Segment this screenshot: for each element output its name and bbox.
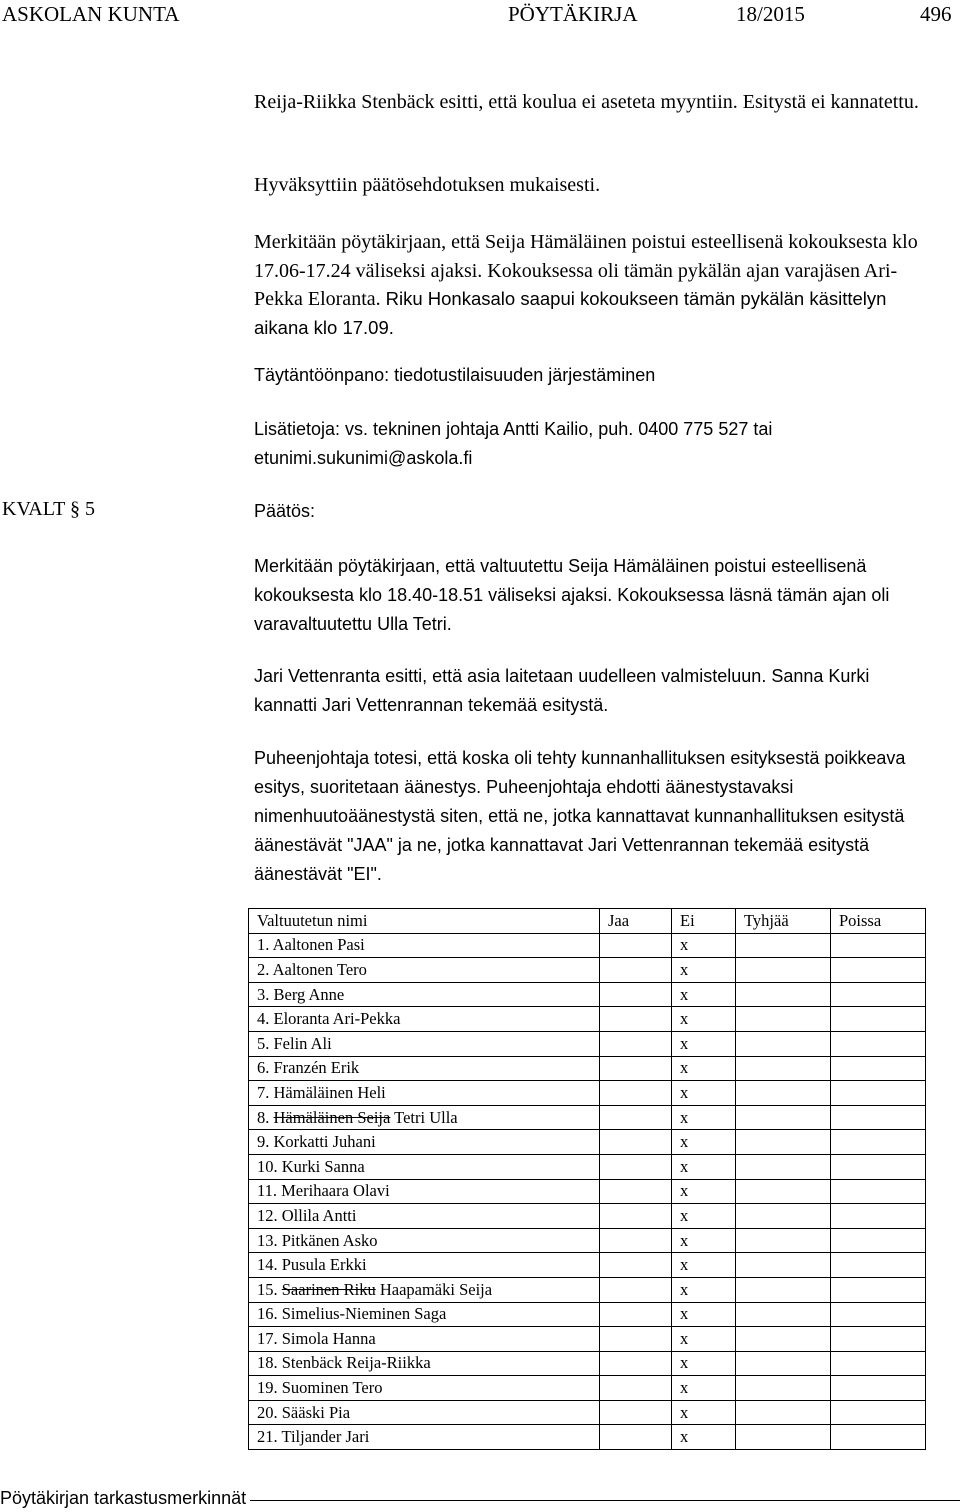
vote-cell-tyhjaa xyxy=(736,1253,831,1278)
vote-cell-jaa xyxy=(600,1376,672,1401)
member-name-cell xyxy=(249,1031,600,1056)
vote-cell-tyhjaa xyxy=(736,1081,831,1106)
vote-cell-tyhjaa xyxy=(736,1130,831,1155)
vote-text: Puheenjohtaja totesi, että koska oli tehty kunnanhallituksen esityksestä poikkeava esitys, suoritetaan äänestys. Puheenjohtaja ehdotti äänestystavaksi nimenhuutoäänestystä siten, että ne, jotka kannattavat kunnanhallituksen esitystä äänestävät "JAA" ja ne, jotka kannattavat Jari Vettenrannan tekemää esitystä äänestävät "EI". xyxy=(254,748,906,884)
member-name-cell xyxy=(249,1302,600,1327)
vote-cell-poissa xyxy=(831,1007,926,1032)
vote-cell-ei: x xyxy=(672,1253,736,1278)
member-name-cell xyxy=(249,1154,600,1179)
member-name-cell xyxy=(249,1253,600,1278)
member-name: Sääski Pia xyxy=(281,1402,351,1422)
col-jaa: Jaa xyxy=(600,909,672,934)
vote-cell-jaa xyxy=(600,933,672,958)
decision-label-text: Päätös: xyxy=(254,501,316,521)
vote-cell-ei: x xyxy=(672,1277,736,1302)
vote-cell-poissa xyxy=(831,1228,926,1253)
member-name-cell xyxy=(249,933,600,958)
footer-note: Pöytäkirjan tarkastusmerkinnät xyxy=(0,1488,250,1509)
vote-cell-ei: x xyxy=(672,1327,736,1352)
table-row xyxy=(249,1204,926,1229)
member-name-cell xyxy=(249,1081,600,1106)
table-row xyxy=(249,1351,926,1376)
member-number: 16. xyxy=(257,1304,278,1324)
member-number: 20. xyxy=(257,1402,278,1422)
member-name-cell xyxy=(249,982,600,1007)
paragraph-recusal xyxy=(254,228,944,342)
member-name: Simola Hanna xyxy=(281,1328,376,1348)
vote-cell-poissa xyxy=(831,1302,926,1327)
member-name: Ollila Antti xyxy=(281,1205,357,1225)
table-row xyxy=(249,1425,926,1450)
member-number: 10. xyxy=(257,1156,278,1176)
recusal-text: Merkitään pöytäkirjaan, että Seija Hämäläinen poistui esteellisenä kokouksesta klo 17.06-17.24 väliseksi ajaksi. Kokouksessa oli tämän pykälän ajan varajäsen Ari-Pekka Eloranta. Riku Honkasalo saapui kokoukseen tämän pykälän käsittelyn aikana klo 17.09. xyxy=(254,231,918,338)
vote-cell-poissa xyxy=(831,1130,926,1155)
member-name: Franzén Erik xyxy=(273,1058,360,1078)
substitute-member-name: Haapamäki Seija xyxy=(379,1279,493,1299)
vote-cell-poissa xyxy=(831,1204,926,1229)
vote-cell-ei: x xyxy=(672,1081,736,1106)
decision-label xyxy=(254,497,944,526)
vote-cell-tyhjaa xyxy=(736,1351,831,1376)
vote-cell-ei: x xyxy=(672,1351,736,1376)
table-row xyxy=(249,1105,926,1130)
member-name-cell xyxy=(249,1376,600,1401)
substitute-member-name: Tetri Ulla xyxy=(394,1107,458,1127)
vote-cell-jaa xyxy=(600,1277,672,1302)
vote-cell-tyhjaa xyxy=(736,1056,831,1081)
vote-cell-tyhjaa xyxy=(736,1204,831,1229)
member-name-cell xyxy=(249,1327,600,1352)
vote-cell-tyhjaa xyxy=(736,1105,831,1130)
member-name-cell xyxy=(249,1351,600,1376)
vote-cell-ei: x xyxy=(672,933,736,958)
page-number: 496 xyxy=(920,2,952,26)
member-name: Korkatti Juhani xyxy=(273,1132,376,1152)
member-number: 12. xyxy=(257,1205,278,1225)
member-name: Hämäläinen Heli xyxy=(273,1082,386,1102)
vote-cell-ei: x xyxy=(672,1130,736,1155)
vote-cell-tyhjaa xyxy=(736,1154,831,1179)
member-number: 8. xyxy=(257,1107,270,1127)
vote-cell-tyhjaa xyxy=(736,1031,831,1056)
vote-cell-jaa xyxy=(600,1425,672,1450)
vote-cell-tyhjaa xyxy=(736,1302,831,1327)
vote-cell-tyhjaa xyxy=(736,1179,831,1204)
vote-cell-ei: x xyxy=(672,1302,736,1327)
member-name: Pusula Erkki xyxy=(281,1255,367,1275)
vote-cell-ei: x xyxy=(672,958,736,983)
vote-cell-jaa xyxy=(600,1081,672,1106)
struck-member-name: Hämäläinen Seija xyxy=(273,1107,391,1127)
vote-cell-poissa xyxy=(831,1056,926,1081)
member-number: 21. xyxy=(257,1427,278,1447)
col-name: Valtuutetun nimi xyxy=(249,909,600,934)
member-name-cell xyxy=(249,1204,600,1229)
vote-cell-poissa xyxy=(831,1081,926,1106)
table-row xyxy=(249,982,926,1007)
member-name: Tiljander Jari xyxy=(281,1427,370,1447)
table-row xyxy=(249,1376,926,1401)
recusal-2-text: Merkitään pöytäkirjaan, että valtuutettu Seija Hämäläinen poistui esteellisenä kokouksesta klo 18.40-18.51 väliseksi ajaksi. Kokouksessa läsnä tämän ajan oli varavaltuutettu Ulla Tetri. xyxy=(254,556,890,634)
vote-cell-jaa xyxy=(600,1302,672,1327)
approved-text: Hyväksyttiin päätösehdotuksen mukaisesti. xyxy=(254,174,601,196)
vote-cell-tyhjaa xyxy=(736,1228,831,1253)
member-name-cell xyxy=(249,1228,600,1253)
paragraph-proposal xyxy=(254,662,924,720)
vote-cell-jaa xyxy=(600,1204,672,1229)
municipality-name: ASKOLAN KUNTA xyxy=(2,2,180,26)
vote-cell-jaa xyxy=(600,1228,672,1253)
member-number: 4. xyxy=(257,1009,270,1029)
vote-cell-poissa xyxy=(831,958,926,983)
member-name-cell xyxy=(249,1007,600,1032)
vote-cell-ei: x xyxy=(672,1228,736,1253)
vote-cell-poissa xyxy=(831,1425,926,1450)
table-row xyxy=(249,1130,926,1155)
vote-cell-ei: x xyxy=(672,1376,736,1401)
table-row xyxy=(249,1154,926,1179)
member-name-cell xyxy=(249,1400,600,1425)
table-row xyxy=(249,1056,926,1081)
vote-cell-ei: x xyxy=(672,1425,736,1450)
member-name: Pitkänen Asko xyxy=(281,1230,378,1250)
vote-cell-tyhjaa xyxy=(736,1376,831,1401)
vote-cell-jaa xyxy=(600,958,672,983)
vote-cell-poissa xyxy=(831,1154,926,1179)
member-number: 19. xyxy=(257,1378,278,1398)
vote-cell-ei: x xyxy=(672,982,736,1007)
table-row xyxy=(249,1277,926,1302)
contact-text: Lisätietoja: vs. tekninen johtaja Antti Kailio, puh. 0400 775 527 tai etunimi.sukunimi@askola.fi xyxy=(254,419,773,468)
member-name: Simelius-Nieminen Saga xyxy=(281,1304,447,1324)
vote-cell-jaa xyxy=(600,1056,672,1081)
vote-cell-jaa xyxy=(600,1007,672,1032)
vote-cell-ei: x xyxy=(672,1400,736,1425)
vote-cell-tyhjaa xyxy=(736,1425,831,1450)
vote-cell-jaa xyxy=(600,1154,672,1179)
vote-cell-poissa xyxy=(831,1031,926,1056)
vote-cell-jaa xyxy=(600,1031,672,1056)
member-name-cell xyxy=(249,1277,600,1302)
paragraph-motion xyxy=(254,88,944,116)
member-name: Merihaara Olavi xyxy=(281,1181,390,1201)
vote-cell-poissa xyxy=(831,1327,926,1352)
table-row xyxy=(249,1179,926,1204)
member-name: Eloranta Ari-Pekka xyxy=(273,1009,401,1029)
proposal-text: Jari Vettenranta esitti, että asia laitetaan uudelleen valmisteluun. Sanna Kurki kannatti Jari Vettenrannan tekemää esitystä. xyxy=(254,666,870,715)
vote-cell-jaa xyxy=(600,1351,672,1376)
member-number: 7. xyxy=(257,1082,270,1102)
motion-text: Reija-Riikka Stenbäck esitti, että koulua ei aseteta myyntiin. Esitystä ei kannatettu. xyxy=(254,91,919,113)
paragraph-approved xyxy=(254,171,944,199)
vote-cell-jaa xyxy=(600,1327,672,1352)
table-row xyxy=(249,958,926,983)
vote-cell-tyhjaa xyxy=(736,1277,831,1302)
vote-cell-tyhjaa xyxy=(736,1400,831,1425)
member-number: 11. xyxy=(257,1181,278,1201)
member-name: Kurki Sanna xyxy=(281,1156,365,1176)
vote-cell-poissa xyxy=(831,1400,926,1425)
vote-table xyxy=(248,908,926,1450)
member-name: Berg Anne xyxy=(273,984,345,1004)
vote-cell-poissa xyxy=(831,1376,926,1401)
vote-cell-tyhjaa xyxy=(736,982,831,1007)
member-name-cell xyxy=(249,1425,600,1450)
table-row xyxy=(249,1327,926,1352)
document-number: 18/2015 xyxy=(736,2,805,26)
member-number: 5. xyxy=(257,1033,270,1053)
vote-cell-jaa xyxy=(600,1179,672,1204)
table-row xyxy=(249,1228,926,1253)
member-number: 17. xyxy=(257,1328,278,1348)
table-row xyxy=(249,1031,926,1056)
table-row xyxy=(249,1400,926,1425)
col-ei: Ei xyxy=(672,909,736,934)
table-row xyxy=(249,1253,926,1278)
member-number: 18. xyxy=(257,1353,278,1373)
vote-cell-jaa xyxy=(600,1400,672,1425)
vote-cell-tyhjaa xyxy=(736,933,831,958)
member-name-cell xyxy=(249,1056,600,1081)
vote-cell-tyhjaa xyxy=(736,1007,831,1032)
member-name: Felin Ali xyxy=(273,1033,332,1053)
vote-cell-jaa xyxy=(600,982,672,1007)
vote-cell-tyhjaa xyxy=(736,958,831,983)
vote-cell-ei: x xyxy=(672,1204,736,1229)
vote-cell-poissa xyxy=(831,982,926,1007)
member-name-cell xyxy=(249,958,600,983)
vote-cell-poissa xyxy=(831,1105,926,1130)
member-number: 13. xyxy=(257,1230,278,1250)
member-number: 9. xyxy=(257,1132,270,1152)
section-label: KVALT § 5 xyxy=(2,498,95,520)
vote-cell-ei: x xyxy=(672,1179,736,1204)
member-number: 1. xyxy=(257,935,270,955)
page-header xyxy=(0,0,960,30)
vote-cell-ei: x xyxy=(672,1056,736,1081)
struck-member-name: Saarinen Riku xyxy=(281,1279,376,1299)
member-name: Aaltonen Tero xyxy=(272,959,367,979)
vote-cell-ei: x xyxy=(672,1154,736,1179)
paragraph-vote xyxy=(254,744,944,889)
enforcement-text: Täytäntöönpano: tiedotustilaisuuden järjestäminen xyxy=(254,365,656,385)
member-name: Stenbäck Reija-Riikka xyxy=(281,1353,431,1373)
vote-cell-poissa xyxy=(831,1179,926,1204)
vote-cell-tyhjaa xyxy=(736,1327,831,1352)
vote-cell-jaa xyxy=(600,1130,672,1155)
col-poissa: Poissa xyxy=(831,909,926,934)
vote-cell-poissa xyxy=(831,1253,926,1278)
enforcement-line xyxy=(254,361,944,390)
vote-cell-ei: x xyxy=(672,1105,736,1130)
contact-info xyxy=(254,415,894,473)
document-type: PÖYTÄKIRJA xyxy=(508,2,638,26)
col-tyhjaa: Tyhjää xyxy=(736,909,831,934)
vote-cell-jaa xyxy=(600,1105,672,1130)
member-name: Suominen Tero xyxy=(281,1378,383,1398)
member-number: 2. xyxy=(257,959,270,979)
member-number: 15. xyxy=(257,1279,278,1299)
member-name-cell xyxy=(249,1179,600,1204)
vote-cell-ei: x xyxy=(672,1007,736,1032)
paragraph-recusal-2 xyxy=(254,552,924,639)
member-name: Aaltonen Pasi xyxy=(272,935,365,955)
member-name-cell xyxy=(249,1105,600,1130)
vote-cell-jaa xyxy=(600,1253,672,1278)
table-row xyxy=(249,1081,926,1106)
vote-table-header xyxy=(249,909,926,934)
member-number: 3. xyxy=(257,984,270,1004)
vote-cell-poissa xyxy=(831,1277,926,1302)
vote-cell-poissa xyxy=(831,1351,926,1376)
vote-cell-poissa xyxy=(831,933,926,958)
table-row xyxy=(249,1007,926,1032)
member-name-cell xyxy=(249,1130,600,1155)
table-row xyxy=(249,933,926,958)
vote-cell-ei: x xyxy=(672,1031,736,1056)
table-row xyxy=(249,1302,926,1327)
member-number: 6. xyxy=(257,1058,270,1078)
member-number: 14. xyxy=(257,1255,278,1275)
